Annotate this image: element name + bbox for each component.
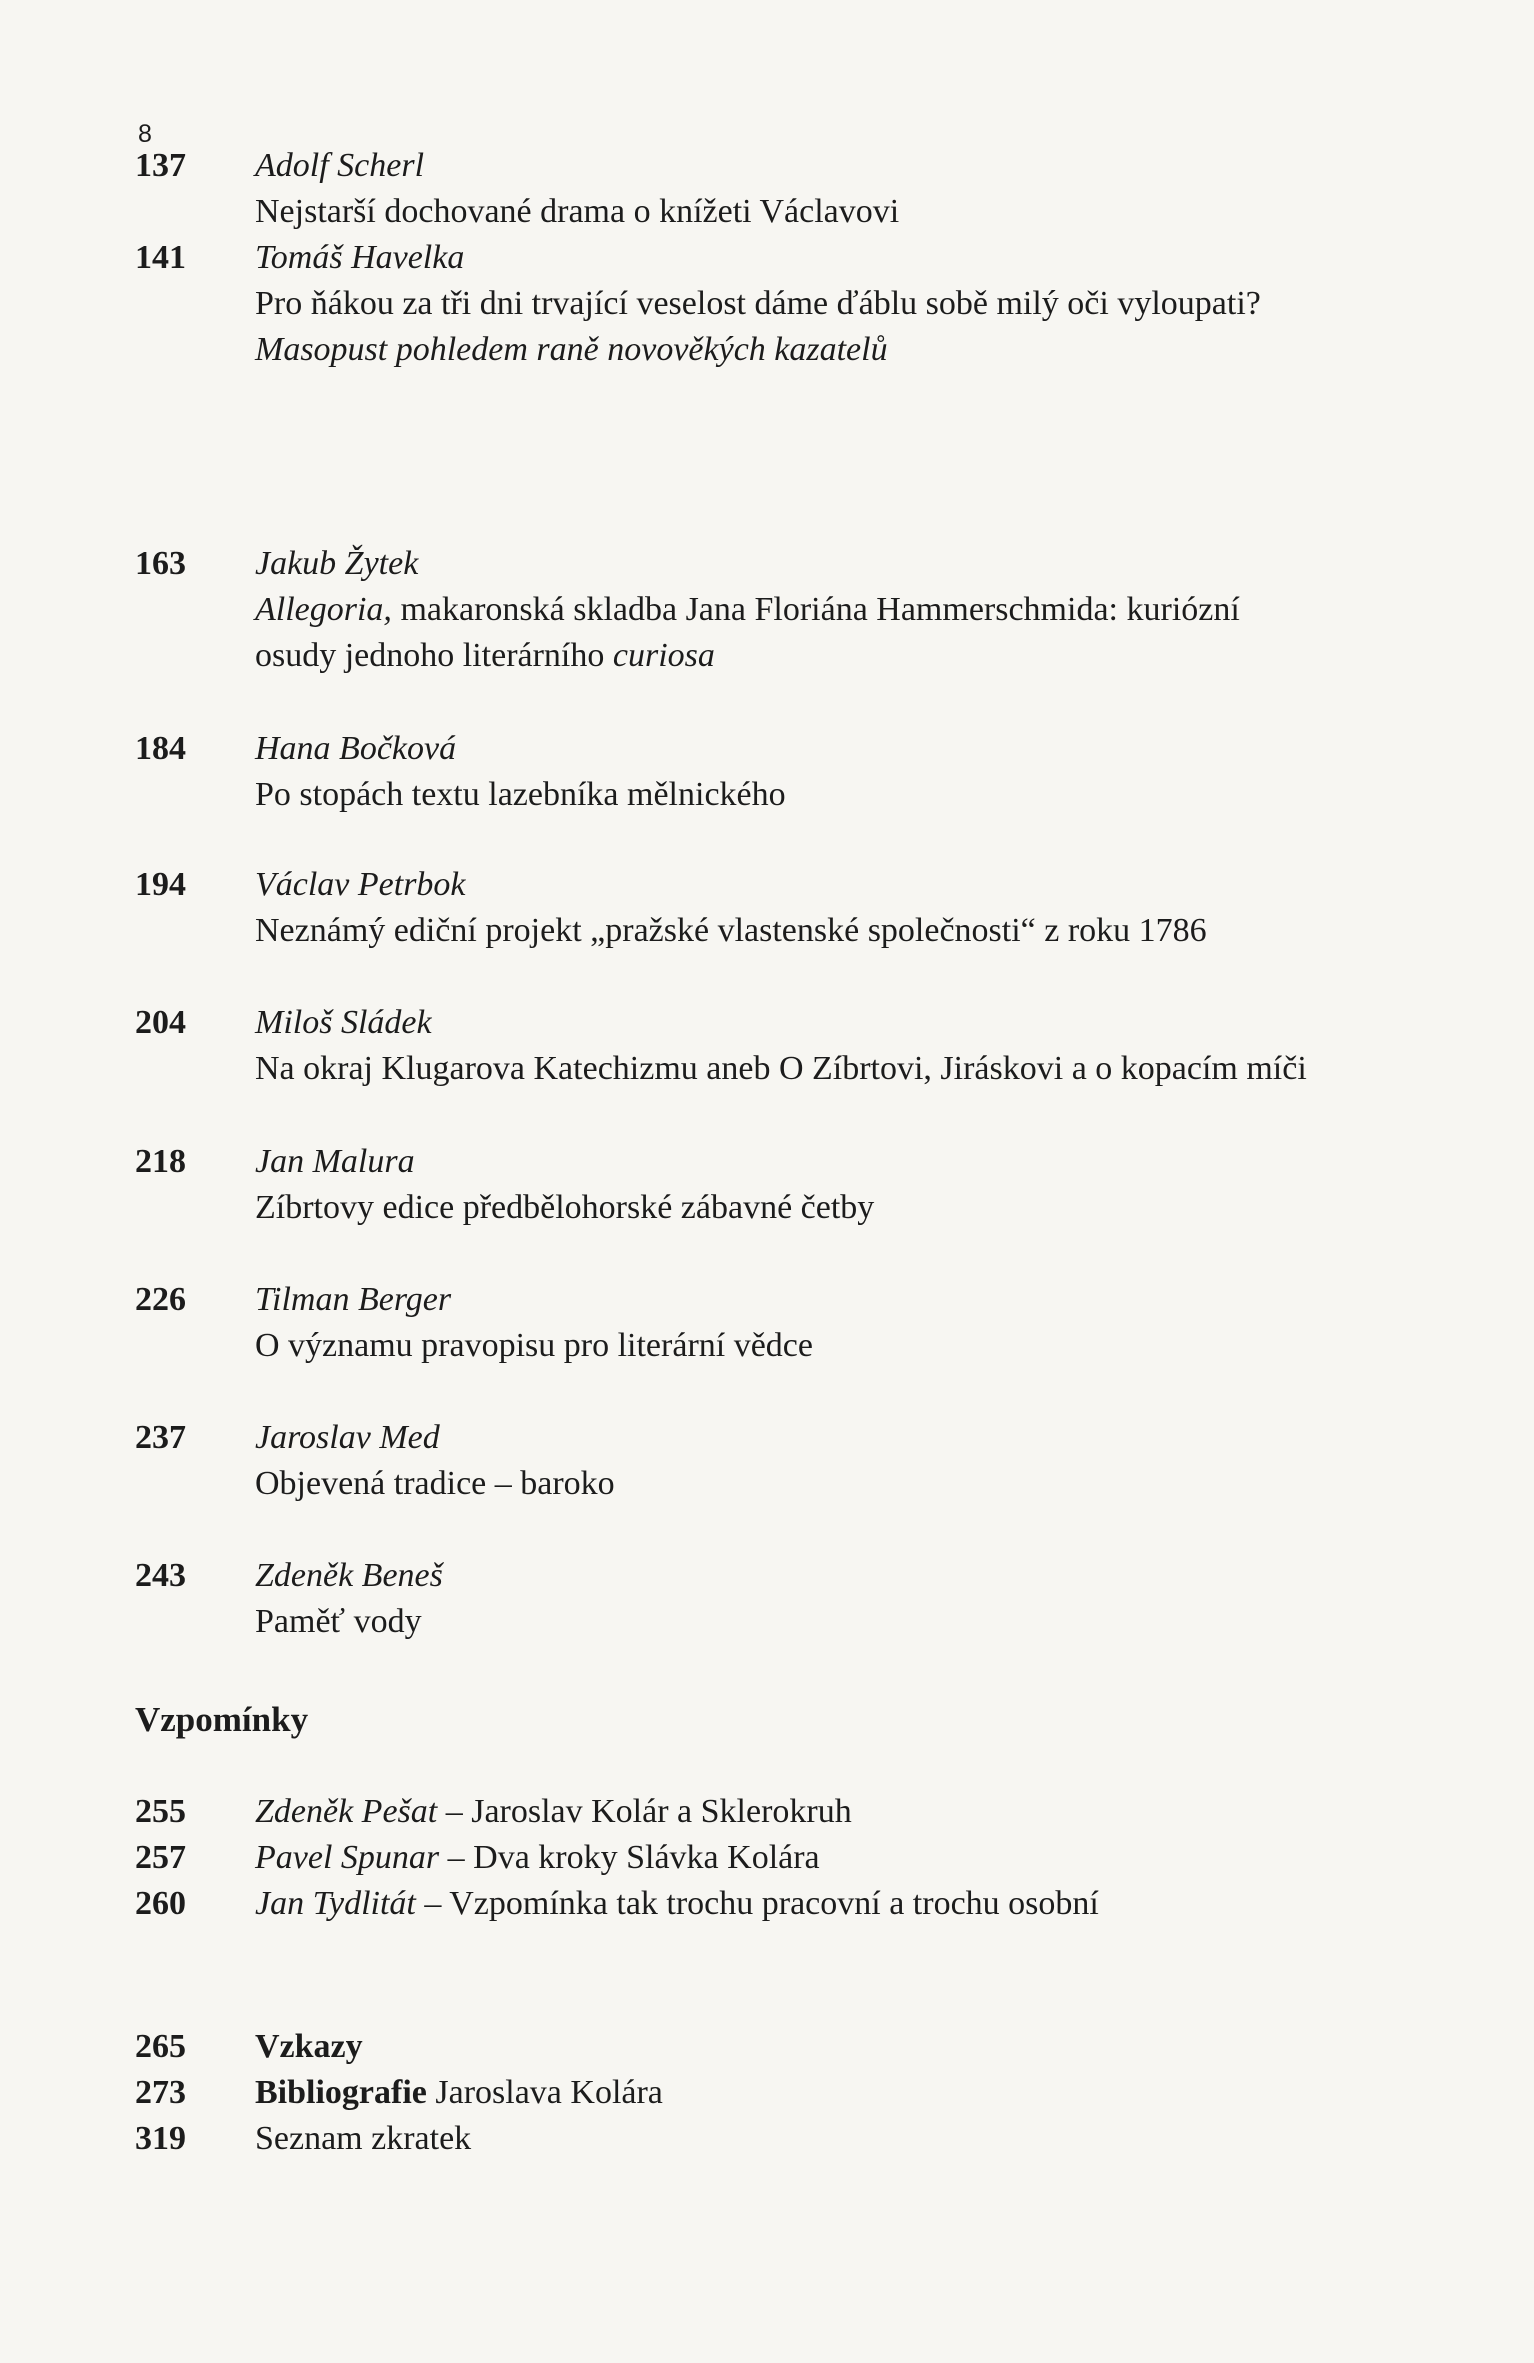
entry-title: Jaroslava Kolára — [426, 2074, 663, 2111]
entry-author: Pavel Spunar — [255, 1839, 440, 1876]
page-number: 8 — [138, 120, 152, 148]
entry-author: Jan Malura — [255, 1143, 415, 1180]
final-entry — [135, 2024, 1435, 2070]
entry-page-number: 255 — [135, 1793, 186, 1830]
memory-entry — [135, 1881, 1435, 1927]
entry-page-number: 141 — [135, 239, 186, 276]
entry-page-number: 265 — [135, 2028, 186, 2065]
entry-title: Po stopách textu lazebníka mělnického — [255, 776, 786, 813]
entry-page-number: 257 — [135, 1839, 186, 1876]
final-entry — [135, 2116, 1435, 2162]
entry-page-number: 218 — [135, 1143, 186, 1180]
entry-author: Hana Bočková — [255, 730, 457, 767]
final-entry — [135, 2070, 1435, 2116]
entry-title: – Jaroslav Kolár a Sklerokruh — [437, 1793, 852, 1830]
entry-title: Zíbrtovy edice předbělohorské zábavné četby — [255, 1189, 875, 1226]
entry-page-number: 273 — [135, 2074, 186, 2111]
entry-page-number: 319 — [135, 2120, 186, 2157]
entry-title: Seznam zkratek — [255, 2120, 472, 2157]
entry-title-line2-italic: curiosa — [612, 637, 715, 674]
entry-page-number: 237 — [135, 1419, 186, 1456]
entry-author: Tilman Berger — [255, 1281, 452, 1318]
entry-page-number: 226 — [135, 1281, 186, 1318]
entry-page-number: 243 — [135, 1557, 186, 1594]
entry-bold-title: Bibliografie — [255, 2074, 427, 2111]
entry-page-number: 204 — [135, 1004, 186, 1041]
entry-author: Zdeněk Pešat — [255, 1793, 438, 1830]
section-heading: Vzpomínky — [135, 1700, 309, 1739]
entry-title — [255, 587, 1435, 633]
entry-author: Jan Tydlitát — [255, 1885, 416, 1922]
entry-author: Tomáš Havelka — [255, 239, 465, 276]
entry-author: Zdeněk Beneš — [255, 1557, 443, 1594]
entry-bold-title: Vzkazy — [255, 2028, 363, 2065]
memory-entry — [135, 1789, 1435, 1835]
entry-page-number: 137 — [135, 147, 186, 184]
entry-author: Jaroslav Med — [255, 1419, 440, 1456]
entry-title: Na okraj Klugarova Katechizmu aneb O Zíbrtovi, Jiráskovi a o kopacím míči — [255, 1050, 1307, 1087]
entry-title: – Vzpomínka tak trochu pracovní a trochu osobní — [415, 1885, 1099, 1922]
entry-title: Paměť vody — [255, 1603, 422, 1640]
entry-page-number: 194 — [135, 866, 186, 903]
memory-entry — [135, 1835, 1435, 1881]
entry-title-rest: makaronská skladba Jana Floriána Hammerschmida: kuriózní — [391, 591, 1240, 628]
entry-page-number: 184 — [135, 730, 186, 767]
entry-title: Neznámý ediční projekt „pražské vlastenské společnosti“ z roku 1786 — [255, 912, 1207, 949]
entry-author: Václav Petrbok — [255, 866, 466, 903]
entry-author: Jakub Žytek — [255, 545, 419, 582]
entry-author: Miloš Sládek — [255, 1004, 432, 1041]
entry-title-italic: Allegoria, — [255, 591, 392, 628]
entry-title: – Dva kroky Slávka Kolára — [439, 1839, 820, 1876]
entry-title: O významu pravopisu pro literární vědce — [255, 1327, 813, 1364]
entry-title-line2-text: osudy jednoho literárního — [255, 637, 613, 674]
entry-page-number: 260 — [135, 1885, 186, 1922]
entry-title: Pro ňákou za tři dni trvající veselost dáme ďáblu sobě milý oči vyloupati? — [255, 285, 1261, 322]
entry-title: Nejstarší dochované drama o knížeti Václavovi — [255, 193, 900, 230]
entry-title: Objevená tradice – baroko — [255, 1465, 615, 1502]
entry-page-number: 163 — [135, 545, 186, 582]
entry-author: Adolf Scherl — [255, 147, 425, 184]
entry-title-line2 — [255, 633, 1435, 679]
entry-subtitle: Masopust pohledem raně novověkých kazatelů — [255, 331, 888, 368]
